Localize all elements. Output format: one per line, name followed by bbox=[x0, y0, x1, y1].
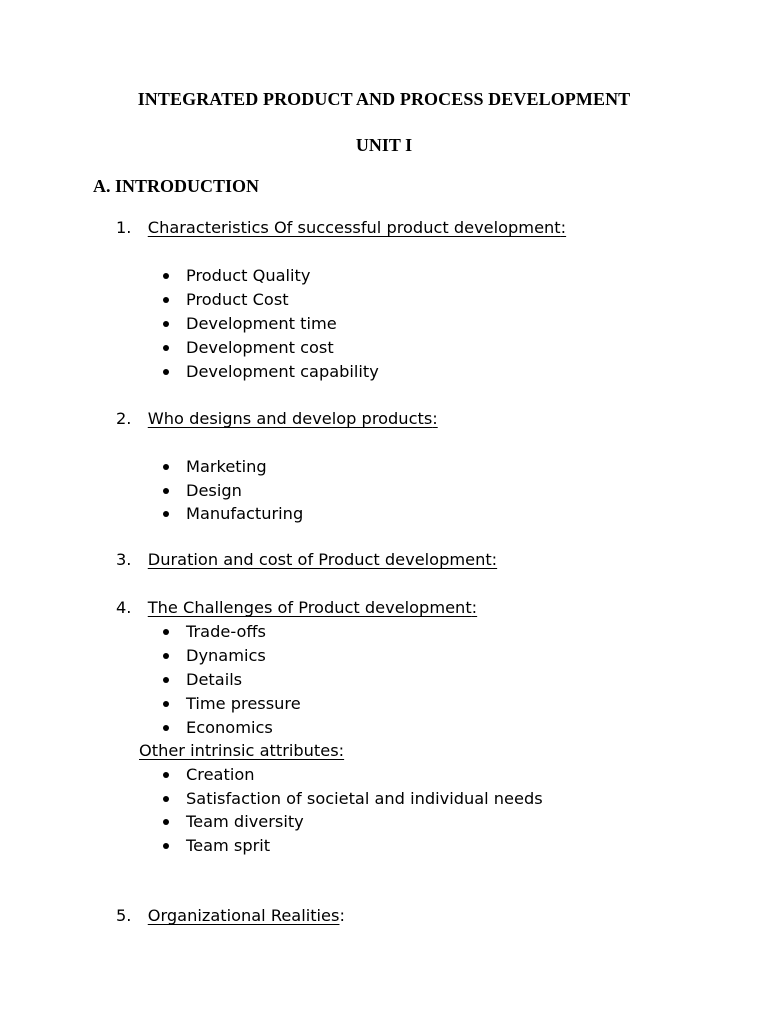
item-heading: Characteristics Of successful product development bbox=[147, 218, 561, 237]
item-number: 1. bbox=[116, 218, 132, 237]
item-heading-suffix: : bbox=[560, 218, 567, 237]
bullet-dot-icon bbox=[163, 273, 169, 279]
list-item-5 bbox=[116, 906, 345, 926]
bullet-dot-icon bbox=[163, 725, 169, 731]
bullet-dot-icon bbox=[163, 701, 169, 707]
list-item: Dynamics bbox=[186, 646, 266, 665]
bullet-dot-icon bbox=[163, 629, 169, 635]
bullet-dot-icon bbox=[163, 345, 169, 351]
item-number: 4. bbox=[116, 598, 132, 617]
list-item: Product Cost bbox=[186, 290, 289, 309]
item-number: 2. bbox=[116, 409, 132, 428]
list-item: Development cost bbox=[186, 338, 334, 357]
list-item-1 bbox=[116, 218, 566, 238]
list-item: Creation bbox=[186, 765, 255, 784]
item-heading: Organizational Realities bbox=[147, 906, 340, 925]
list-item: Design bbox=[186, 481, 242, 500]
list-item: Marketing bbox=[186, 457, 267, 476]
list-item: Trade-offs bbox=[186, 622, 266, 641]
document-title: INTEGRATED PRODUCT AND PROCESS DEVELOPMENT bbox=[137, 89, 631, 109]
item-heading-suffix: : bbox=[471, 598, 478, 617]
list-item-3 bbox=[116, 550, 497, 570]
bullet-dot-icon bbox=[163, 297, 169, 303]
list-item: Team diversity bbox=[186, 812, 304, 831]
item-heading-suffix: : bbox=[432, 409, 438, 428]
list-item: Development time bbox=[186, 314, 337, 333]
list-item: Satisfaction of societal and individual needs bbox=[186, 789, 543, 808]
section-heading: A. INTRODUCTION bbox=[93, 176, 260, 196]
list-item: Details bbox=[186, 670, 243, 689]
bullet-dot-icon bbox=[163, 653, 169, 659]
item-number: 3. bbox=[116, 550, 132, 569]
bullet-dot-icon bbox=[163, 772, 169, 778]
list-item-2 bbox=[116, 409, 438, 429]
list-item-4 bbox=[116, 598, 477, 618]
list-item: Development capability bbox=[186, 362, 379, 381]
bullet-dot-icon bbox=[163, 677, 169, 683]
bullet-dot-icon bbox=[163, 511, 169, 517]
bullet-dot-icon bbox=[163, 488, 169, 494]
bullet-dot-icon bbox=[163, 321, 169, 327]
unit-heading: UNIT I bbox=[355, 135, 413, 155]
list-item: Time pressure bbox=[186, 694, 301, 713]
item-heading-suffix: : bbox=[339, 906, 345, 925]
list-item: Team sprit bbox=[186, 836, 271, 855]
bullet-dot-icon bbox=[163, 464, 169, 470]
list-item: Economics bbox=[186, 718, 273, 737]
list-item: Product Quality bbox=[186, 266, 311, 285]
item-heading: Who designs and develop products bbox=[147, 409, 433, 428]
bullet-dot-icon bbox=[163, 796, 169, 802]
item-heading: The Challenges of Product development bbox=[147, 598, 472, 617]
sub-heading: Other intrinsic attributes: bbox=[139, 741, 345, 760]
bullet-dot-icon bbox=[163, 369, 169, 375]
bullet-dot-icon bbox=[163, 843, 169, 849]
bullet-dot-icon bbox=[163, 819, 169, 825]
item-heading: Duration and cost of Product development: bbox=[147, 550, 498, 569]
item-number: 5. bbox=[116, 906, 132, 925]
list-item: Manufacturing bbox=[186, 504, 304, 523]
